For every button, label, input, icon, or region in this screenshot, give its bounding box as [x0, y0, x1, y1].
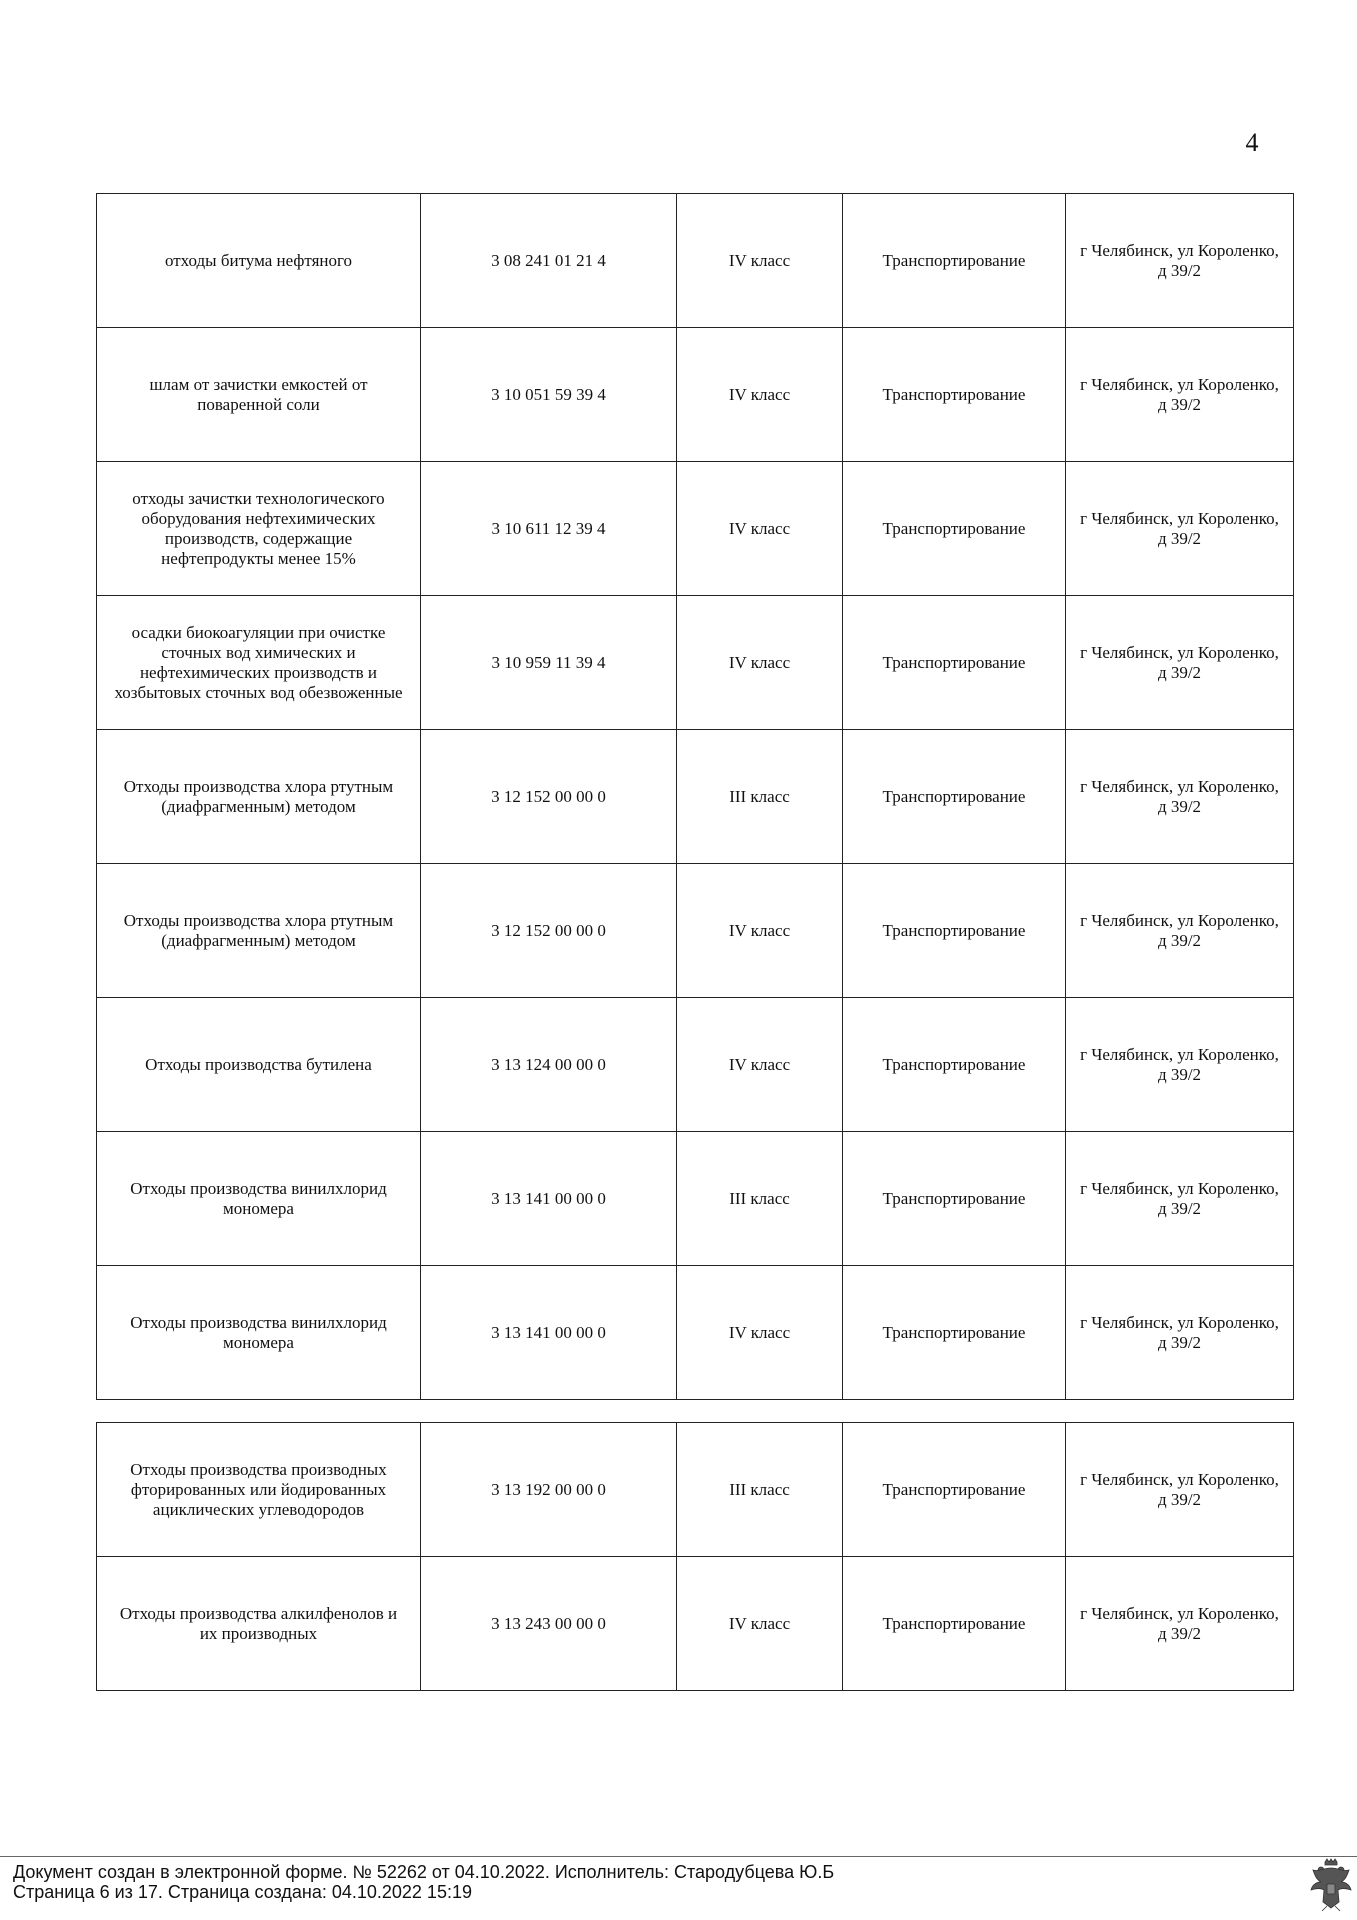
table-row — [97, 864, 1294, 998]
hazard-class-cell: IV класс — [677, 864, 843, 998]
footer-divider — [0, 1856, 1357, 1857]
table-row — [97, 1132, 1294, 1266]
table-row — [97, 194, 1294, 328]
activity-cell: Транспортирование — [843, 1266, 1066, 1400]
hazard-class-cell: IV класс — [677, 328, 843, 462]
address-cell: г Челябинск, ул Короленко, д 39/2 — [1066, 1132, 1294, 1266]
fkko-code-cell: 3 13 141 00 00 0 — [421, 1132, 677, 1266]
address-cell: г Челябинск, ул Короленко, д 39/2 — [1066, 1557, 1294, 1691]
activity-cell: Транспортирование — [843, 596, 1066, 730]
hazard-class-cell: IV класс — [677, 194, 843, 328]
fkko-code-cell: 3 10 611 12 39 4 — [421, 462, 677, 596]
address-cell: г Челябинск, ул Короленко, д 39/2 — [1066, 730, 1294, 864]
address-cell: г Челябинск, ул Короленко, д 39/2 — [1066, 998, 1294, 1132]
activity-cell: Транспортирование — [843, 864, 1066, 998]
fkko-code-cell: 3 13 124 00 00 0 — [421, 998, 677, 1132]
waste-name-cell: Отходы производства алкилфенолов и их производных — [97, 1557, 421, 1691]
table-row — [97, 998, 1294, 1132]
waste-name-cell: Отходы производства винилхлорид мономера — [97, 1132, 421, 1266]
address-cell: г Челябинск, ул Короленко, д 39/2 — [1066, 864, 1294, 998]
waste-name-cell: Отходы производства винилхлорид мономера — [97, 1266, 421, 1400]
waste-name-cell: Отходы производства производных фторированных или йодированных ациклических углеводородов — [97, 1423, 421, 1557]
hazard-class-cell: III класс — [677, 1423, 843, 1557]
table-row — [97, 462, 1294, 596]
table-row — [97, 328, 1294, 462]
waste-name-cell: Отходы производства бутилена — [97, 998, 421, 1132]
activity-cell: Транспортирование — [843, 194, 1066, 328]
activity-cell: Транспортирование — [843, 730, 1066, 864]
address-cell: г Челябинск, ул Короленко, д 39/2 — [1066, 1423, 1294, 1557]
hazard-class-cell: IV класс — [677, 1557, 843, 1691]
activity-cell: Транспортирование — [843, 1423, 1066, 1557]
waste-table-continued — [96, 1422, 1294, 1691]
address-cell: г Челябинск, ул Короленко, д 39/2 — [1066, 462, 1294, 596]
activity-cell: Транспортирование — [843, 998, 1066, 1132]
page-number: 4 — [1245, 128, 1259, 157]
fkko-code-cell: 3 13 141 00 00 0 — [421, 1266, 677, 1400]
table-row — [97, 1266, 1294, 1400]
footer-line-document-info: Документ создан в электронной форме. № 52262 от 04.10.2022. Исполнитель: Стародубцева Ю.Б — [13, 1862, 835, 1882]
double-headed-eagle-emblem-icon — [1309, 1858, 1353, 1912]
hazard-class-cell: IV класс — [677, 1266, 843, 1400]
fkko-code-cell: 3 10 959 11 39 4 — [421, 596, 677, 730]
address-cell: г Челябинск, ул Короленко, д 39/2 — [1066, 328, 1294, 462]
hazard-class-cell: IV класс — [677, 998, 843, 1132]
hazard-class-cell: IV класс — [677, 596, 843, 730]
waste-name-cell: отходы зачистки технологического оборудования нефтехимических производств, содержащие нефтепродукты менее 15% — [97, 462, 421, 596]
fkko-code-cell: 3 13 192 00 00 0 — [421, 1423, 677, 1557]
footer-line-page-info: Страница 6 из 17. Страница создана: 04.10.2022 15:19 — [13, 1882, 472, 1902]
table-row — [97, 730, 1294, 864]
fkko-code-cell: 3 13 243 00 00 0 — [421, 1557, 677, 1691]
table-row — [97, 596, 1294, 730]
table-row — [97, 1557, 1294, 1691]
fkko-code-cell: 3 10 051 59 39 4 — [421, 328, 677, 462]
address-cell: г Челябинск, ул Короленко, д 39/2 — [1066, 194, 1294, 328]
hazard-class-cell: IV класс — [677, 462, 843, 596]
activity-cell: Транспортирование — [843, 328, 1066, 462]
address-cell: г Челябинск, ул Короленко, д 39/2 — [1066, 596, 1294, 730]
activity-cell: Транспортирование — [843, 1557, 1066, 1691]
fkko-code-cell: 3 12 152 00 00 0 — [421, 730, 677, 864]
waste-name-cell: шлам от зачистки емкостей от поваренной соли — [97, 328, 421, 462]
address-cell: г Челябинск, ул Короленко, д 39/2 — [1066, 1266, 1294, 1400]
table-row — [97, 1423, 1294, 1557]
activity-cell: Транспортирование — [843, 462, 1066, 596]
waste-name-cell: Отходы производства хлора ртутным (диафрагменным) методом — [97, 864, 421, 998]
waste-name-cell: отходы битума нефтяного — [97, 194, 421, 328]
waste-table-main — [96, 193, 1294, 1400]
document-footer — [13, 1862, 834, 1902]
waste-name-cell: осадки биокоагуляции при очистке сточных вод химических и нефтехимических производств и хозбытовых сточных вод обезвоженные — [97, 596, 421, 730]
fkko-code-cell: 3 08 241 01 21 4 — [421, 194, 677, 328]
hazard-class-cell: III класс — [677, 1132, 843, 1266]
activity-cell: Транспортирование — [843, 1132, 1066, 1266]
fkko-code-cell: 3 12 152 00 00 0 — [421, 864, 677, 998]
hazard-class-cell: III класс — [677, 730, 843, 864]
waste-name-cell: Отходы производства хлора ртутным (диафрагменным) методом — [97, 730, 421, 864]
